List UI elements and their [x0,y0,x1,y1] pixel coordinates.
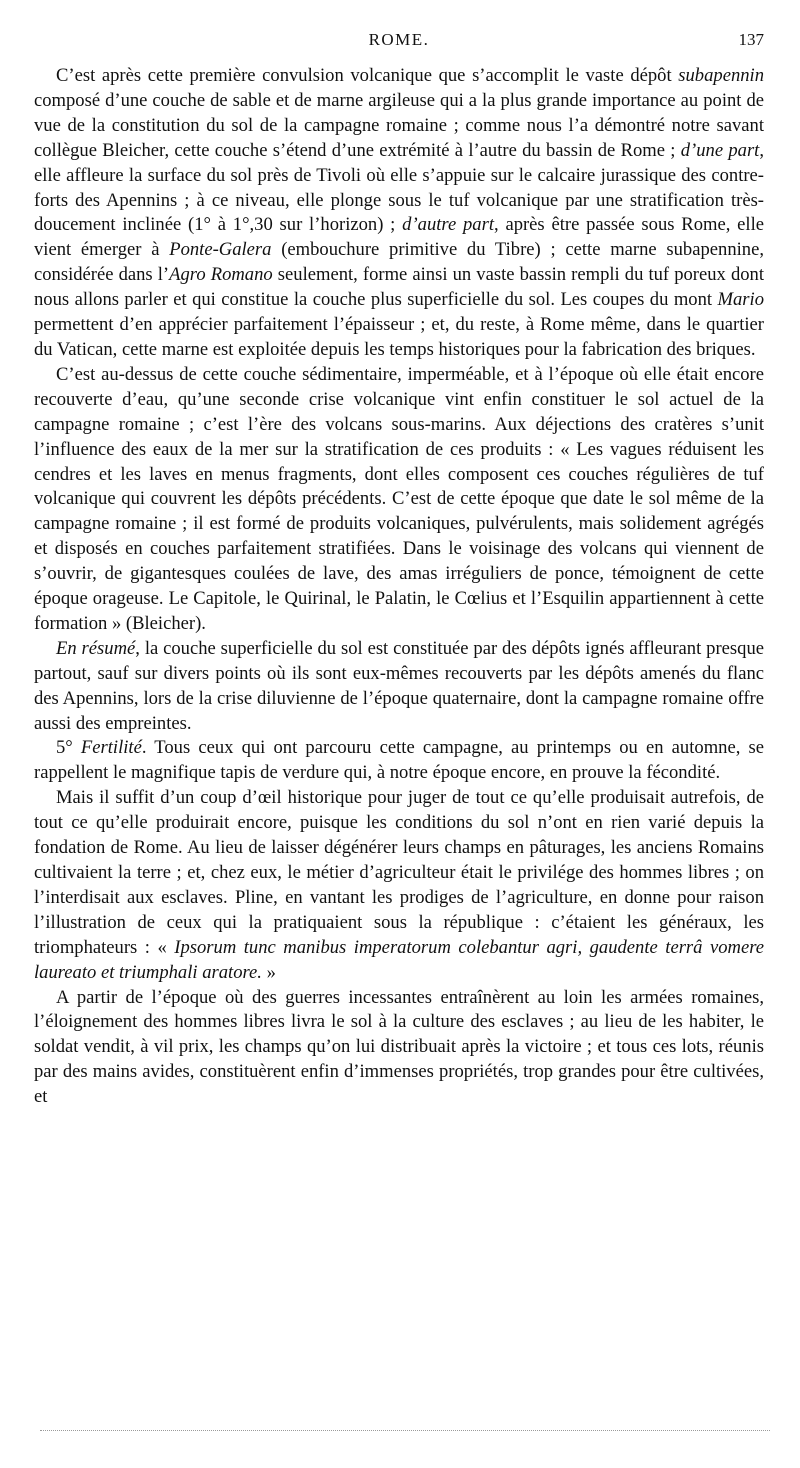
text-run: composé d’une couche de sable et de marne argileuse qui a la plus grande importance au point de vue de la constitution du sol de la campagne romaine ; comme nous l’a démontré notre savant collègue Bleicher, cette couche s’étend d’une extrémité à l’autre du bassin de Rome ; [34,89,764,161]
paragraph [34,736,764,786]
italic-text: subapennin [678,65,764,86]
text-run: permettent d’en apprécier parfaitement l’épaisseur ; et, du reste, à Rome même, dans le quartier du Vatican, cette marne est exploitée depuis les temps historiques pour la fabrication des briques. [34,314,764,360]
text-run: , elle affleure la surface du sol près de Tivoli où elle s’appuie sur le calcaire jurassique des contre-forts des Apennins ; à ce niveau, elle plonge sous le tuf volcanique par une stratification très-doucement inclinée (1° à 1°,30 sur l’horizon) ; [34,139,765,236]
text-run: . Tous ceux qui ont parcouru cette campagne, au printemps ou en automne, se rappellent le magnifique tapis de verdure qui, à notre époque encore, en prouve la fécondité. [34,737,764,784]
text-run: seulement, forme ainsi un vaste bassin rempli du tuf poreux dont nous allons parler et qui constitue la couche plus superficielle du sol. Les coupes du mont [34,264,764,311]
text-run: , après être passée sous Rome, elle vient émerger à [34,214,764,261]
text-run: A partir de l’époque où des guerres incessantes entraînèrent au loin les armées romaines, l’éloignement des hommes libres livra le sol à la culture des esclaves ; au lieu de les habiter, le soldat vendit, à vil prix, les champs qu’on lui distribuait après la victoire ; et tous ces lots, réunis par des mains avides, constituèrent enfin d’immenses propriétés, trop grandes pour être cultivées, et [34,986,764,1108]
body-text [34,64,764,1110]
text-run: Mais il suffit d’un coup d’œil historique pour juger de tout ce qu’elle produisait autrefois, de tout ce qu’elle produirait encore, puisque les conditions du sol n’ont en rien varié depuis la fondation de Rome. Au lieu de laisser dégénérer leurs champs en pâturages, les anciens Romains cultivaient la terre ; et, chez eux, le métier d’agriculteur était le privilége des hommes libres ; on l’interdisait aux esclaves. Pline, en vantant les prodiges de l’agriculture, en donne pour raison l’illustration de ceux qui la pratiquaient sous la république : c’étaient les généraux, les triomphateurs : « [34,787,764,958]
running-head-title: ROME. [368,30,430,49]
italic-text: d’autre part [402,214,494,236]
text-run: C’est au-dessus de cette couche sédimentaire, imperméable, et à l’époque où elle était encore recouverte d’eau, qu’une seconde crise volcanique vint enfin constituer le sol actuel de la campagne romaine ; c’est l’ère des volcans sous-marins. Aux déjections des cratères s’unit l’influence des eaux de la mer sur la stratification de ces produits : « Les vagues réduisent les cendres et les laves en menus fragments, dont elles composent ces couches régulières de tuf volcanique qui couvrent les dépôts précédents. C’est de cette époque que date le sol même de la campagne romaine ; il est formé de produits volcaniques, pulvérulents, mais solidement agrégés et disposés en couches parfaitement stratifiées. Dans le voisinage des volcans qui viennent de s’ouvrir, de gigantesques coulées de lave, des amas irréguliers de ponce, témoignent de cette époque orageuse. Le Capitole, le Quirinal, le Palatin, le Cœlius et l’Esquilin appartiennent à cette formation » (Bleicher). [34,363,764,634]
footer-rule [40,1430,770,1431]
paragraph [34,986,764,1111]
italic-text: Agro Romano [169,264,273,286]
italic-text: En résumé [56,637,136,659]
paragraph [34,64,764,363]
running-head [34,30,764,54]
italic-text: Mario [717,289,764,311]
text-run: 5° [56,737,81,759]
text-run: , la couche superficielle du sol est constituée par des dépôts ignés affleurant presque partout, sauf sur divers points où ils sont eux-mêmes recouverts par les dépôts amenés du flanc des Apennins, lors de la crise diluvienne de l’époque quaternaire, dont la campagne romaine offre aussi des empreintes. [34,637,764,734]
page-number: 137 [738,30,764,49]
paragraph [34,786,764,985]
paragraph [34,637,764,737]
italic-text: Fertilité [80,737,142,759]
text-run: C’est après cette première convulsion volcanique que s’accomplit le vaste dépôt [56,65,679,86]
text-run: » [261,961,276,983]
italic-text: d’une part [680,139,760,161]
paragraph [34,363,764,637]
italic-text: Ponte-Galera [169,239,272,261]
text-run: (embouchure primitive du Tibre) ; cette marne subapennine, considérée dans l’ [34,239,764,286]
italic-text: Ipsorum tunc manibus imperatorum colebantur agri, gaudente terrâ vomere laureato et triumphali aratore. [34,936,765,983]
